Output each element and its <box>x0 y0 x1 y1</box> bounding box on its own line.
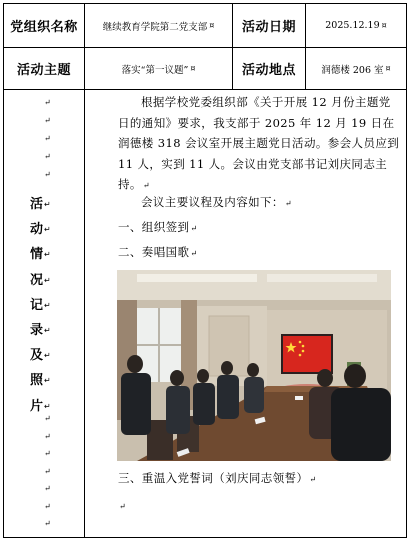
activity-theme-label: 活动主题 <box>16 63 71 78</box>
meeting-photo <box>117 270 391 461</box>
activity-paragraph: 根据学校党委组织部《关于开展 12 月份主题党日的通知》要求，我支部于 2025 年 12 月 19 日在润德楼 318 会议室开展主题党日活动。参会人员应到 11 人，实到 11 人。会议由党支部书记刘庆同志主持。 <box>118 95 400 191</box>
activity-date-label: 活动日期 <box>241 20 296 35</box>
paragraph-mark: ↵ <box>44 134 51 143</box>
left-paragraph-marks-bottom <box>44 410 58 533</box>
org-name-cell <box>85 4 232 47</box>
paragraph-mark: ↵ <box>44 116 51 125</box>
cell-end-mark: ¤ <box>385 64 391 73</box>
row-divider-2 <box>3 89 407 90</box>
section-label-char: 照 ↵ <box>30 373 51 389</box>
org-name-value: 继续教育学院第二党支部 <box>102 21 208 33</box>
activity-date-cell <box>306 4 406 47</box>
agenda-item-anthem: 二、奏唱国歌↵ <box>118 245 198 259</box>
paragraph-mark: ↵ <box>142 181 150 190</box>
section-label-char: 录 ↵ <box>30 322 51 338</box>
section-label-char: 活 ↵ <box>30 197 51 212</box>
paragraph-mark: ↵ <box>44 501 51 511</box>
paragraph-mark: ↵ <box>44 519 51 528</box>
table-border-right <box>406 3 407 538</box>
cell-end-mark: ¤ <box>190 64 196 73</box>
cell-end-mark: ¤ <box>209 21 215 30</box>
paragraph-mark: ↵ <box>44 170 51 179</box>
paragraph-mark: ↵ <box>44 414 51 423</box>
paragraph-mark: ↵ <box>44 484 51 493</box>
activity-place-label: 活动地点 <box>241 63 296 78</box>
section-label-char: 片 ↵ <box>30 398 51 414</box>
agenda-item-sign-in: 一、组织签到↵ <box>118 220 198 234</box>
agenda-item-oath: 三、重温入党誓词（刘庆同志领誓）↵ <box>118 471 317 485</box>
agenda-intro: 会议主要议程及内容如下：↵ <box>141 195 292 209</box>
paragraph-mark: ↵ <box>44 466 51 476</box>
table-border-bottom <box>3 537 407 538</box>
paragraph-mark: ↵ <box>44 152 51 161</box>
left-paragraph-marks-top <box>44 94 58 184</box>
empty-paragraph: ↵ <box>119 502 127 511</box>
section-label-char: 及 ↵ <box>30 348 51 364</box>
section-label-char: 况 ↵ <box>30 272 51 288</box>
paragraph-mark: ↵ <box>44 98 51 107</box>
section-label-char: 情 ↵ <box>30 247 51 263</box>
activity-theme-cell <box>85 48 232 89</box>
paragraph-mark: ↵ <box>44 449 51 458</box>
cell-end-mark: ¤ <box>381 21 387 30</box>
activity-place-cell <box>306 48 406 89</box>
section-label-char: 动 ↵ <box>30 222 51 238</box>
section-label-char: 记 ↵ <box>30 297 51 313</box>
section-label-activity-record <box>30 192 60 419</box>
activity-theme-value: 落实“第一议题” <box>121 64 189 76</box>
org-name-label: 党组织名称 <box>10 20 78 35</box>
paragraph-mark: ↵ <box>44 431 51 441</box>
activity-date-value: 2025.12.19 <box>325 20 380 31</box>
activity-description <box>118 92 402 197</box>
activity-place-value: 润德楼 206 室 <box>321 64 384 76</box>
